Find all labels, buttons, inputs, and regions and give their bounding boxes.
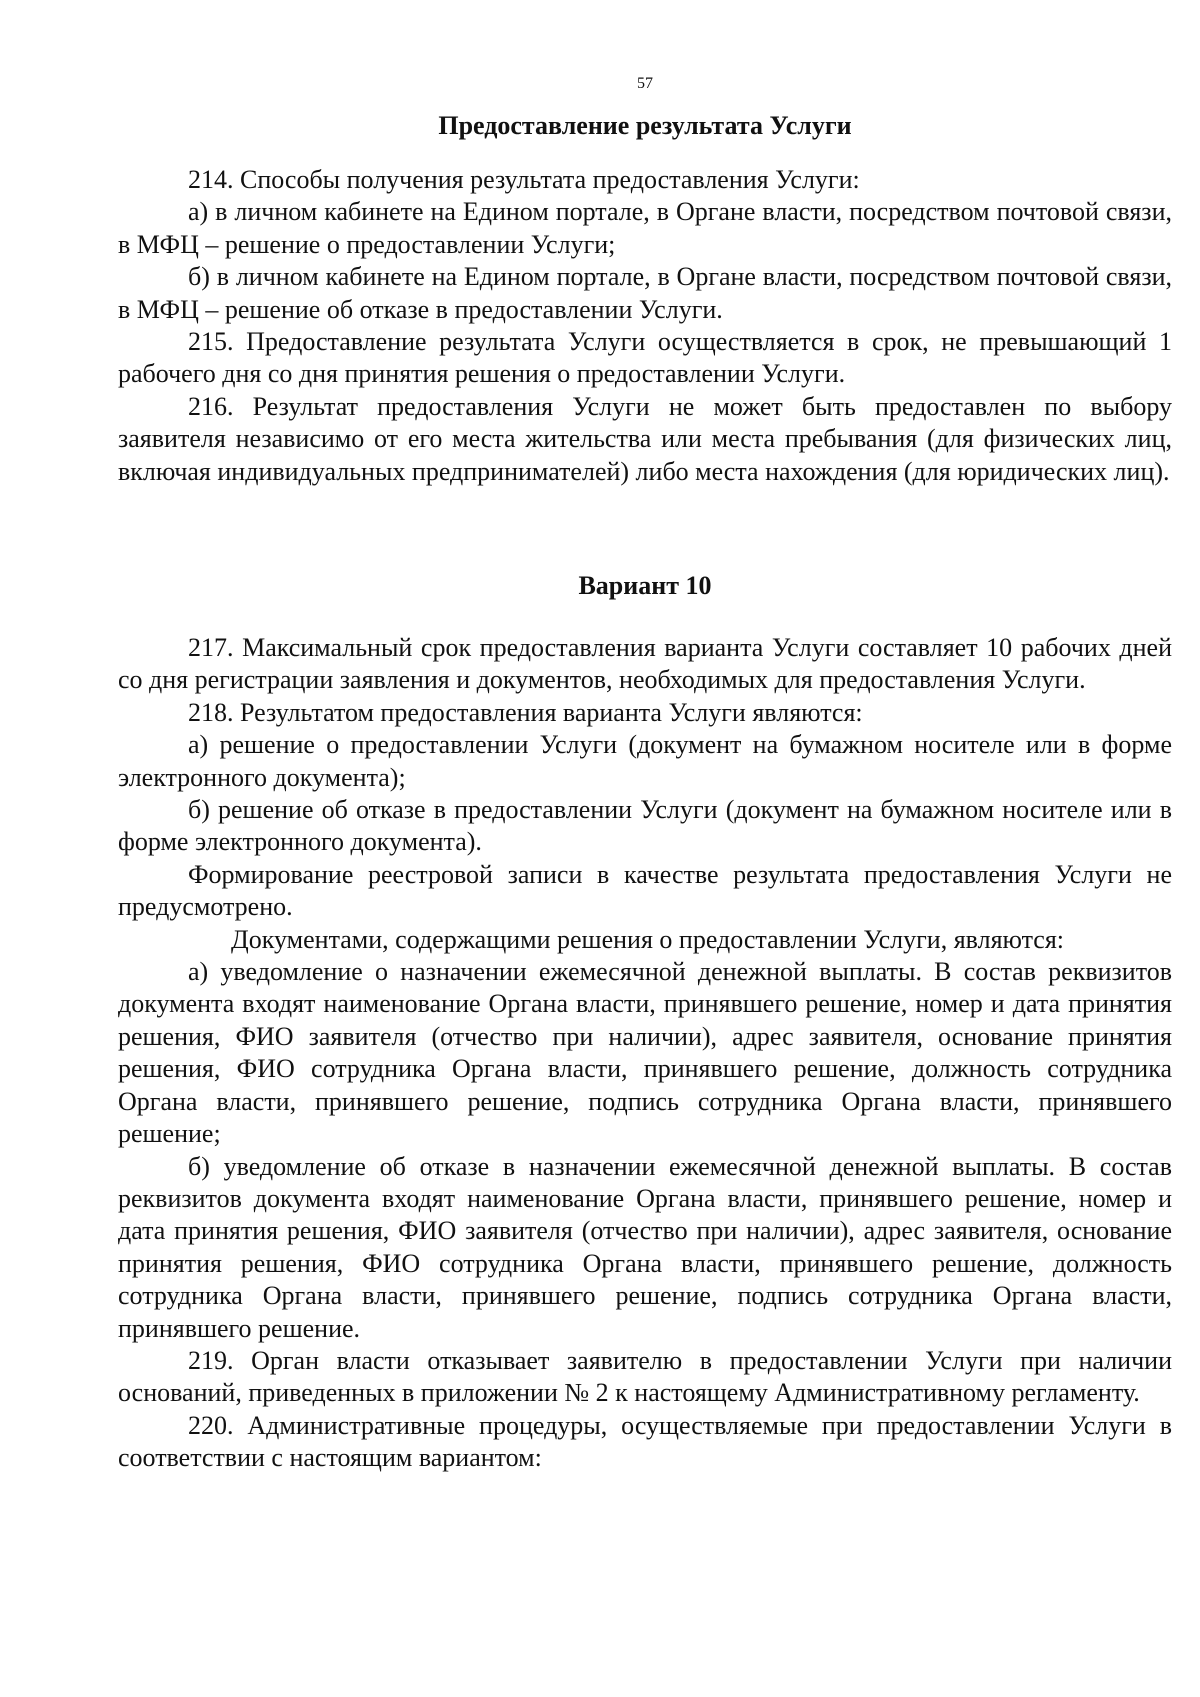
paragraph-216: 216. Результат предоставления Услуги не может быть предоставлен по выбору заявителя независимо от его места жительства или места пребывания (для физических лиц, включая индивидуальных предпринимателей) либо места нахождения (для юридических лиц). xyxy=(118,391,1172,486)
paragraph-219: 219. Орган власти отказывает заявителю в предоставлении Услуги при наличии оснований, приведенных в приложении № 2 к настоящему Административному регламенту. xyxy=(118,1345,1172,1408)
paragraph-214-b: б) в личном кабинете на Едином портале, в Органе власти, посредством почтовой связи, в МФЦ – решение об отказе в предоставлении Услуги. xyxy=(118,262,1172,324)
paragraph-218-a: а) решение о предоставлении Услуги (документ на бумажном носителе или в форме электронного документа); xyxy=(118,730,1172,792)
paragraph-214: 214. Способы получения результата предоставления Услуги: xyxy=(188,165,860,194)
paragraph-documents-a: а) уведомление о назначении ежемесячной денежной выплаты. В состав реквизитов документа входят наименование Органа власти, принявшего решение, номер и дата принятия решения, ФИО заявителя (отчество при наличии), адрес заявителя, основание принятия решения, ФИО сотрудника Органа власти, принявшего решение, должность сотрудника Органа власти, принявшего решение, подпись сотрудника Органа власти, принявшего решение; xyxy=(118,957,1172,1149)
paragraph-decision-documents: Документами, содержащими решения о предоставлении Услуги, являются: xyxy=(231,924,1065,954)
section-body-result xyxy=(118,164,1172,488)
section-heading-result: Предоставление результата Услуги xyxy=(438,111,852,140)
page-number: 57 xyxy=(637,75,653,92)
paragraph-218-b: б) решение об отказе в предоставлении Услуги (документ на бумажном носителе или в форме электронного документа). xyxy=(118,795,1172,857)
section-body-variant-10 xyxy=(118,632,1172,1475)
section-heading-variant-10: Вариант 10 xyxy=(578,571,712,600)
paragraph-registry-record: Формирование реестровой записи в качестве результата предоставления Услуги не предусмотрено. xyxy=(118,859,1172,922)
paragraph-215: 215. Предоставление результата Услуги осуществляется в срок, не превышающий 1 рабочего дня со дня принятия решения о предоставлении Услуги. xyxy=(118,327,1172,389)
paragraph-214-a: а) в личном кабинете на Едином портале, в Органе власти, посредством почтовой связи, в МФЦ – решение о предоставлении Услуги; xyxy=(118,197,1172,259)
paragraph-218: 218. Результатом предоставления варианта Услуги являются: xyxy=(188,697,863,727)
paragraph-220: 220. Административные процедуры, осуществляемые при предоставлении Услуги в соответствии с настоящим вариантом: xyxy=(118,1410,1172,1473)
paragraph-documents-b: б) уведомление об отказе в назначении ежемесячной денежной выплаты. В состав реквизитов документа входят наименование Органа власти, принявшего решение, номер и дата принятия решения, ФИО заявителя (отчество при наличии), адрес заявителя, основание принятия решения, ФИО сотрудника Органа власти, принявшего решение, должность сотрудника Органа власти, принявшего решение, подпись сотрудника Органа власти, принявшего решение. xyxy=(118,1151,1172,1343)
paragraph-217: 217. Максимальный срок предоставления варианта Услуги составляет 10 рабочих дней со дня регистрации заявления и документов, необходимых для предоставления Услуги. xyxy=(118,633,1172,695)
